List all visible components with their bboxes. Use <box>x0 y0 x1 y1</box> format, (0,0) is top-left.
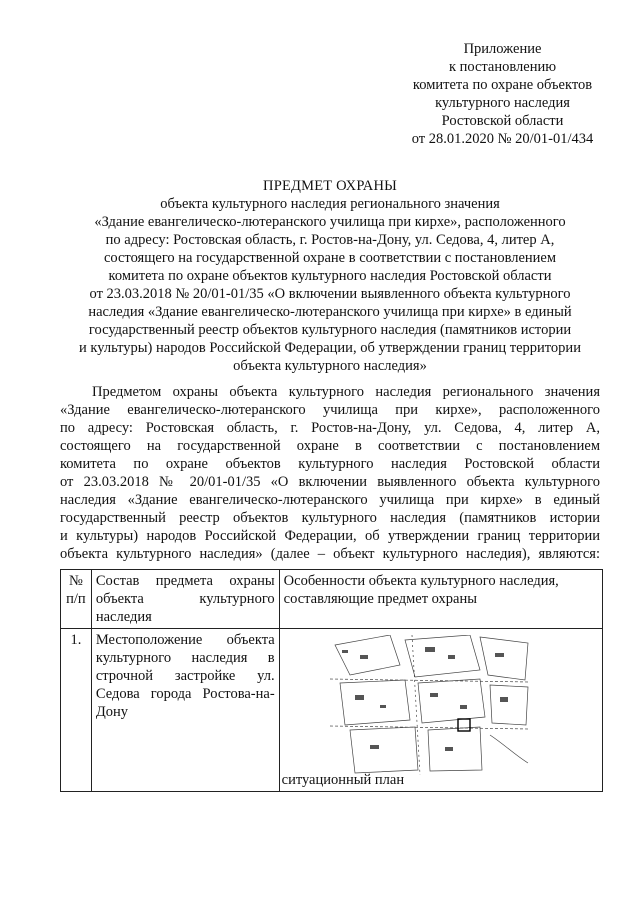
map-block <box>480 637 528 680</box>
map-block <box>350 727 418 773</box>
map-building <box>355 695 364 700</box>
row-num: 1. <box>61 629 92 792</box>
map-block <box>405 635 480 677</box>
heading-line: наследия «Здание евангелическо-лютеранского училища при кирхе» в единый <box>88 304 572 320</box>
map-building <box>445 747 453 751</box>
intro-line: состоящего на государственной охране в соответствии с постановлением <box>60 438 600 454</box>
appendix-line: к постановлению <box>448 59 557 75</box>
heading-line: комитета по охране объектов культурного наследия Ростовской области <box>108 268 552 284</box>
intro-line: государственный реестр объектов культурного наследия (памятников истории <box>60 510 600 526</box>
row-features <box>279 629 602 792</box>
map-building <box>448 655 455 659</box>
intro-paragraph <box>60 383 600 563</box>
row-composition-line: строчной застройке ул. <box>95 668 275 684</box>
intro-line: по адресу: Ростовская область, г. Ростов-на-Дону, ул. Седова, 4, литер А, <box>60 420 600 436</box>
protection-subject-table <box>60 569 603 792</box>
document-heading <box>40 177 620 375</box>
header-num-line: № <box>69 573 83 589</box>
row-composition <box>91 629 279 792</box>
map-block <box>428 727 482 771</box>
map-street <box>330 726 530 729</box>
map-block <box>340 680 410 725</box>
document-title: ПРЕДМЕТ ОХРАНЫ <box>263 178 397 194</box>
heading-line: по адресу: Ростовская область, г. Ростов-на-Дону, ул. Седова, 4, литер А, <box>105 232 555 248</box>
appendix-line: от 28.01.2020 № 20/01-01/434 <box>411 131 594 147</box>
intro-line: и культуры) народов Российской Федерации, об утверждении границ территории <box>60 528 600 544</box>
map-building <box>342 650 348 653</box>
heading-line: состоящего на государственной охране в соответствии с постановлением <box>103 250 557 266</box>
appendix-line: комитета по охране объектов <box>412 77 593 93</box>
header-features-line: составляющие предмет охраны <box>283 591 477 607</box>
appendix-line: культурного наследия <box>435 95 570 111</box>
appendix-line: Приложение <box>463 41 542 57</box>
intro-line: от 23.03.2018 № 20/01-01/35 «О включении выявленного объекта культурного <box>60 474 600 490</box>
map-street <box>330 679 530 682</box>
row-composition-line: Дону <box>95 704 129 720</box>
heading-line: и культуры) народов Российской Федерации, об утверждении границ территории <box>79 340 581 356</box>
map-caption: ситуационный план <box>281 772 405 788</box>
header-composition-line: наследия <box>95 609 152 625</box>
intro-line: комитета по охране объектов культурного наследия Ростовской области <box>60 456 600 472</box>
header-features-line: Особенности объекта культурного наследия, <box>283 573 559 589</box>
map-block <box>490 685 528 725</box>
intro-line: «Здание евангелическо-лютеранского училища при кирхе», расположенного <box>60 402 600 418</box>
map-building <box>380 705 386 708</box>
intro-line: наследия «Здание евангелическо-лютеранского училища при кирхе» в единый <box>60 492 600 508</box>
heading-line: государственный реестр объектов культурного наследия (памятников истории <box>88 322 572 338</box>
map-building <box>460 705 467 709</box>
row-composition-line: Местоположение объекта <box>95 632 275 648</box>
object-location-marker <box>458 719 470 731</box>
header-features <box>279 570 602 629</box>
table-header-row <box>61 570 603 629</box>
situation-plan-map <box>330 635 530 775</box>
intro-line: объекта культурного наследия» (далее – объект культурного наследия), являются: <box>60 546 600 562</box>
header-num <box>61 570 92 629</box>
heading-line: объекта культурного наследия регионального значения <box>160 196 500 212</box>
header-composition-line: Состав предмета охраны <box>95 573 275 589</box>
heading-line: от 23.03.2018 № 20/01-01/35 «О включении выявленного объекта культурного <box>89 286 571 302</box>
map-building <box>495 653 504 657</box>
map-road <box>490 735 528 763</box>
table-row <box>61 629 603 792</box>
map-building <box>500 697 508 702</box>
map-block <box>418 679 485 723</box>
map-building <box>360 655 368 659</box>
heading-line: «Здание евангелическо-лютеранского училища при кирхе», расположенного <box>94 214 566 230</box>
intro-line: Предметом охраны объекта культурного наследия регионального значения <box>92 384 600 400</box>
map-building <box>430 693 438 697</box>
appendix-line: Ростовской области <box>441 113 564 129</box>
map-building <box>370 745 379 749</box>
header-num-line: п/п <box>66 591 86 607</box>
map-street <box>412 635 420 775</box>
map-building <box>425 647 435 652</box>
appendix-block <box>395 40 610 148</box>
heading-line: объекта культурного наследия» <box>233 358 427 374</box>
row-composition-line: Седова города Ростова-на- <box>95 686 275 702</box>
row-composition-line: культурного наследия в <box>95 650 275 666</box>
header-composition <box>91 570 279 629</box>
header-composition-line: объекта культурного <box>95 591 275 607</box>
